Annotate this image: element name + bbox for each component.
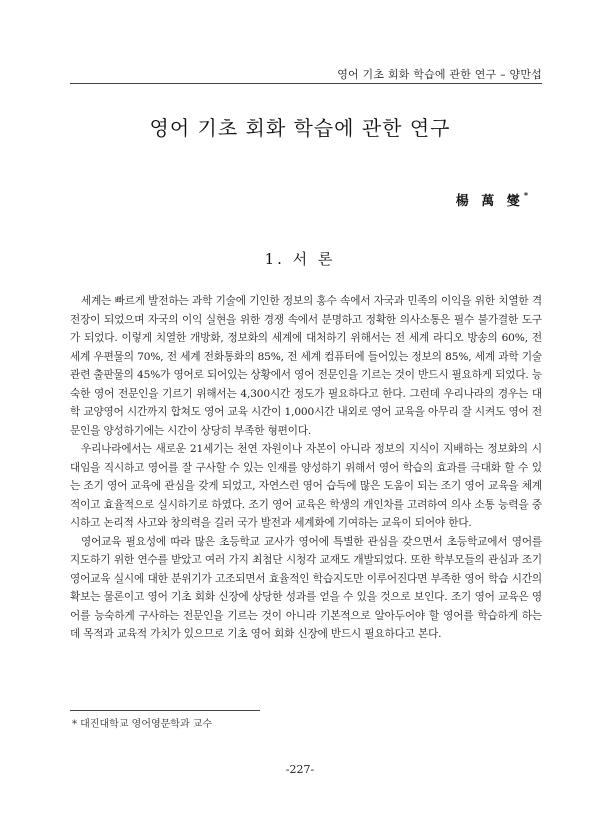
paper-title: 영어 기초 회화 학습에 관한 연구 — [149, 116, 451, 140]
header-rule — [70, 83, 542, 84]
paragraph-2: 우리나라에서는 새로운 21세기는 천연 자원이나 자본이 아니라 정보의 지식이 지배하는 정보화의 시대임을 직시하고 영어를 잘 구사할 수 있는 인재를 양성하기 위해서 영어 학습의 효과를 극대화 할 수 있는 조기 영어 교육에 관심을 갖게 되었고, 자연스런 영어 습득에 많은 도움이 되는 조기 영어 교육을 체계적이고 효율적으로 실시하기로 하였다. 조기 영어 교육은 학생의 개인차를 고려하여 의사 소통 능력을 중시하고 논리적 사고와 창의력을 길러 국가 발전과 세계화에 기여하는 교육이 되어야 한다. — [70, 443, 542, 529]
page-number: -227- — [285, 763, 315, 776]
paragraph-3: 영어교육 필요성에 따라 많은 초등학교 교사가 영어에 특별한 관심을 갖으면서 초등학교에서 영어를 지도하기 위한 연수를 받았고 여러 가지 최첨단 시청각 교재도 개발되었다. 또한 학부모들의 관심과 조기 영어교육 실시에 대한 분위기가 고조되면서 효율적인 학습지도만 이루어진다면 부족한 영어 학습 시간의 확보는 물론이고 영어 기초 회화 신장에 상당한 성과를 얻을 수 있을 것으로 보인다. 조기 영어 교육은 영어를 능숙하게 구사하는 전문인을 기르는 것이 아니라 기본적으로 알아두어야 할 영어를 학습하게 하는데 목적과 교육적 가치가 있으므로 기초 영어 회화 신장에 반드시 필요하다고 본다. — [70, 535, 542, 640]
author-name-text: 楊 萬 燮 — [455, 194, 524, 209]
author-name — [456, 190, 528, 209]
running-header: 영어 기초 회화 학습에 관한 연구 – 양만섭 — [337, 68, 542, 81]
section-heading: 1. 서 론 — [264, 250, 336, 268]
paragraph-1: 세계는 빠르게 발전하는 과학 기술에 기인한 정보의 홍수 속에서 자국과 민족의 이익을 위한 치열한 격전장이 되었으며 자국의 이익 실현을 위한 경쟁 속에서 분명하고 정확한 의사소통은 필수 불가결한 도구가 되었다. 이렇게 치열한 개방화, 정보화의 세계에 대처하기 위해서는 전 세계 라디오 방송의 60%, 전 세계 우편물의 70%, 전 세계 전화통화의 85%, 전 세계 컴퓨터에 들어있는 정보의 85%, 세계 과학 기술 관련 출판물의 45%가 영어로 되어있는 상황에서 영어 전문인을 기르는 것이 반드시 필요하게 되었다. 능숙한 영어 전문인을 기르기 위해서는 4,300시간 정도가 필요하다고 한다. 그런데 우리나라의 경우는 대학 교양영어 시간까지 합쳐도 영어 교육 시간이 1,000시간 내외로 영어 교육을 아무리 잘 시켜도 영어 전문인을 양성하기에는 시간이 상당히 부족한 형편이다. — [70, 295, 542, 437]
author-footnote-mark: * — [523, 189, 528, 200]
body-text — [70, 292, 542, 644]
footnote: * 대진대학교 영어영문학과 교수 — [72, 719, 213, 730]
footnote-rule — [70, 710, 260, 711]
